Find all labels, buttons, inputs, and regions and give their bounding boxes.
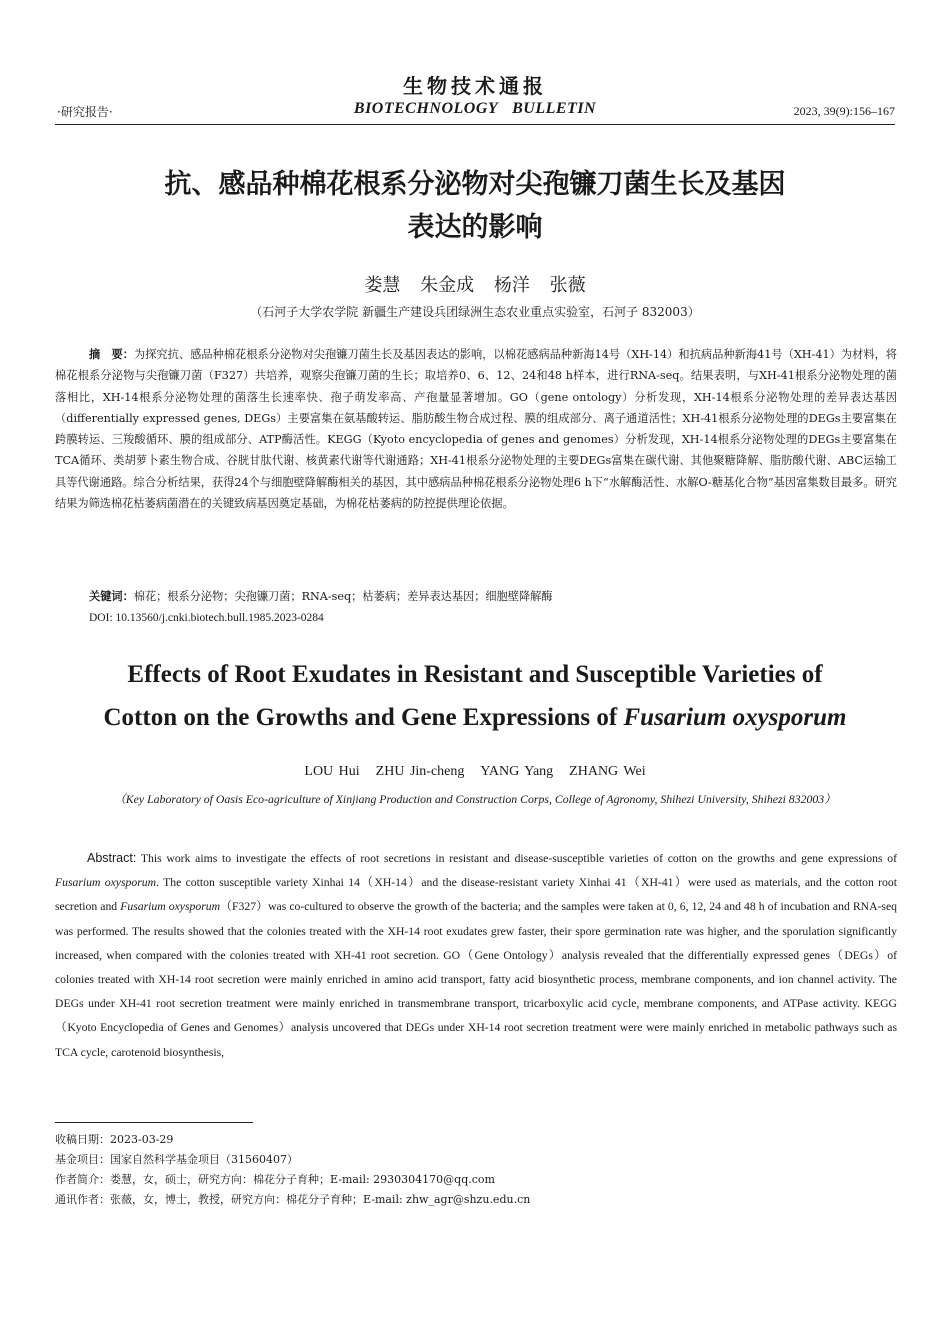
abstract-en-label: Abstract: <box>87 851 137 865</box>
title-cn-line2: 表达的影响 <box>407 212 543 243</box>
title-cn-line1: 抗、感品种棉花根系分泌物对尖孢镰刀菌生长及基因 <box>164 169 786 200</box>
authors-cn: 娄慧 朱金成 杨洋 张薇 <box>364 275 586 296</box>
keywords-cn <box>89 588 553 604</box>
authors-en <box>0 764 950 780</box>
footnote-received: 收稿日期：2023-03-29 <box>55 1133 174 1146</box>
author-en: LOU Hui <box>304 764 360 779</box>
author-en: ZHU Jin-cheng <box>375 764 465 779</box>
header-rule <box>55 124 895 125</box>
title-en-line1: Effects of Root Exudates in Resistant and Susceptible Varieties of <box>127 661 823 688</box>
title-en-line2-text: Cotton on the Growths and Gene Expressions of <box>103 704 624 731</box>
species-name: Fusarium oxysporum <box>55 876 157 890</box>
abstract-cn <box>55 344 897 514</box>
doi: DOI: 10.13560/j.cnki.biotech.bull.1985.2023-0284 <box>89 612 324 624</box>
section-tag: ·研究报告· <box>57 105 113 119</box>
footnotes <box>55 1130 530 1210</box>
species-name: Fusarium oxysporum <box>120 900 221 914</box>
footnote-fund: 基金项目：国家自然科学基金项目（31560407） <box>55 1153 298 1166</box>
footnote-author-bio: 作者简介：娄慧，女，硕士，研究方向：棉花分子育种；E-mail: 2930304170@qq.com <box>55 1173 495 1186</box>
affiliation-en: （Key Laboratory of Oasis Eco-agriculture of Xinjiang Production and Construction Corps, College of Agronomy, Shihezi University, Shihezi 832003） <box>114 792 836 806</box>
keywords-cn-label: 关键词： <box>89 590 134 603</box>
keywords-cn-text: 棉花；根系分泌物；尖孢镰刀菌；RNA-seq；枯萎病；差异表达基因；细胞壁降解酶 <box>133 590 553 603</box>
abstract-en-text: This work aims to investigate the effects of root secretions in resistant and disease-susceptible varieties of cotton on the growths and gene expressions of <box>140 852 897 865</box>
journal-name-cn: 生物技术通报 <box>403 74 547 98</box>
affiliation-cn: （石河子大学农学院 新疆生产建设兵团绿洲生态农业重点实验室，石河子 832003） <box>250 305 700 319</box>
title-en-line2 <box>0 704 950 732</box>
abstract-cn-text: 为探究抗、感品种棉花根系分泌物对尖孢镰刀菌生长及基因表达的影响，以棉花感病品种新海14号（XH-14）和抗病品种新海41号（XH-41）为材料，将棉花根系分泌物与尖孢镰刀菌（F327）共培养，观察尖孢镰刀菌的生长；取培养0、6、12、24和48 h样本，进行RNA-seq。结果表明，与XH-41根系分泌物处理的菌落相比，XH-14根系分泌物处理的菌落生长速率快、孢子萌发率高、产孢量显著增加。GO（gene ontology）分析发现，XH-14根系分泌物处理的差异表达基因（differentially expressed genes, DEGs）主要富集在氨基酸转运、脂肪酸生物合成过程、膜的组成部分、离子通道活性；XH-41根系分泌物处理的DEGs主要富集在跨膜转运、三羧酸循环、膜的组成部分、ATP酶活性。KEGG（Kyoto encyclopedia of genes and genomes）分析发现，XH-14根系分泌物处理的DEGs主要富集在TCA循环、类胡萝卜素生物合成、谷胱甘肽代谢、核黄素代谢等代谢通路；XH-41根系分泌物处理的主要DEGs富集在碳代谢、其他聚糖降解、脂肪酸代谢、ABC运输工具等代谢通路。综合分析结果，获得24个与细胞壁降解酶相关的基因，其中感病品种棉花根系分泌物处理6 h下“水解酶活性、水解O-糖基化合物”基因富集数目最多。研究结果为筛选棉花枯萎病菌潜在的关键致病基因奠定基础，为棉花枯萎病的防控提供理论依据。 <box>55 348 897 511</box>
footnote-corresponding: 通讯作者：张薇，女，博士，教授，研究方向：棉花分子育种；E-mail: zhw_agr@shzu.edu.cn <box>55 1193 531 1206</box>
abstract-en-text: . The cotton susceptible variety Xinhai 14（XH-14）and the disease-resistant variety Xinhai 41（XH-41）were used as materials, and the cotton root secretion and <box>55 876 897 914</box>
abstract-cn-label: 摘 要： <box>89 348 134 361</box>
journal-name-en: BIOTECHNOLOGY BULLETIN <box>353 100 597 117</box>
title-en-species: Fusarium oxysporum <box>623 704 847 731</box>
issue-info: 2023, 39(9):156–167 <box>793 104 895 118</box>
author-en: YANG Yang <box>480 764 554 779</box>
footnote-rule <box>55 1122 253 1123</box>
abstract-en-text: （F327）was co-cultured to observe the growth of the bacteria; and the samples were taken at 0, 6, 12, 24 and 48 h of incubation and RNA-seq was performed. The results showed that the colonies treated with the XH-14 root exudates grew faster, their spore germination rate was higher, and the sporulation significantly increased, when compared with the colonies treated with XH-41 root secretion. GO（Gene Ontology）analysis revealed that the differentially expressed genes（DEGs）of colonies treated with XH-14 root secretion were mainly enriched in amino acid transport, fatty acid biosynthetic process, membrane components, and ion channel activity. The DEGs under XH-41 root secretion treatment were mainly enriched in transmembrane transport, tricarboxylic acid cycle, membrane components, and ATPase activity. KEGG（Kyoto Encyclopedia of Genes and Genomes）analysis uncovered that DEGs under XH-14 root secretion treatment were were mainly enriched in metabolic pathways such as TCA cycle, carotenoid biosynthesis, <box>55 900 898 1059</box>
abstract-en <box>55 846 897 1065</box>
author-en: ZHANG Wei <box>569 764 646 779</box>
